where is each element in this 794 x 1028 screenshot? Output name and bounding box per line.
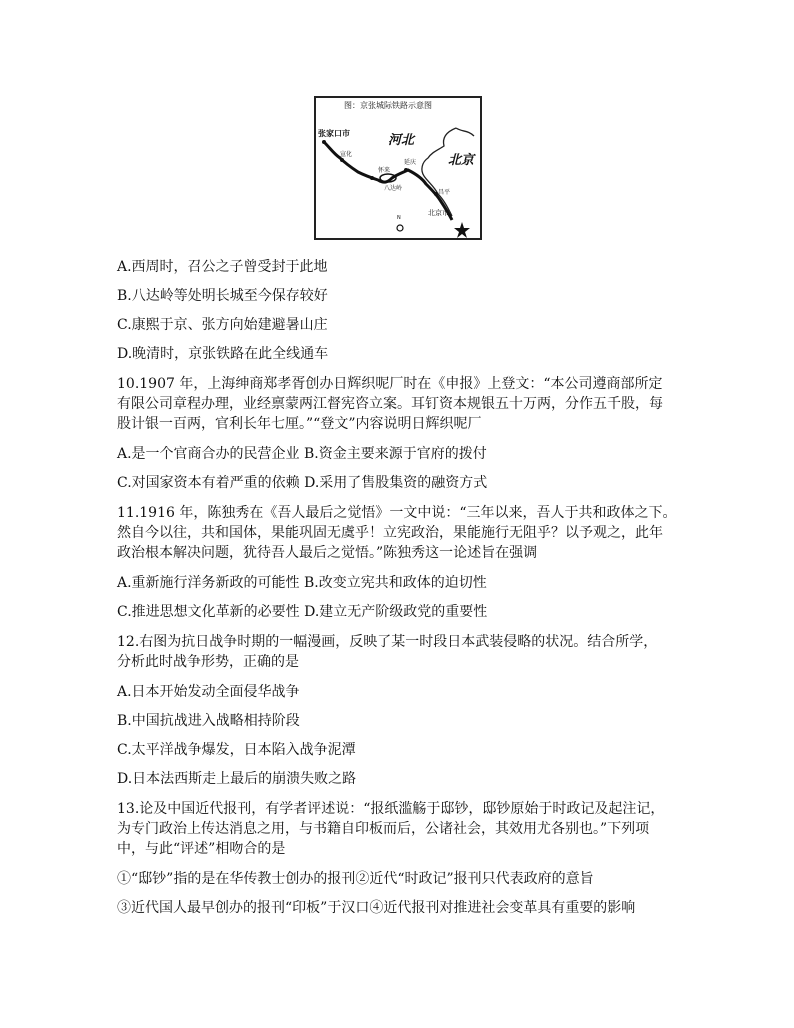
q9-option-a: A.西周时，召公之子曾受封于此地 <box>117 259 328 275</box>
q11-stem-line-1: 11.1916 年，陈独秀在《吾人最后之觉悟》一文中说：“三年以来，吾人于共和政体之下。 <box>117 505 677 521</box>
q12-option-b: B.中国抗战进入战略相持阶段 <box>117 713 300 729</box>
station-xuanhua <box>340 158 344 162</box>
q11-stem-line-2: 然自今以往，共和国体，果能巩固无虞乎！立宪政治，果能施行无阻乎？以予观之，此年 <box>117 525 663 541</box>
station-yanqing <box>404 168 408 172</box>
q11-stem-line-3: 政治根本解决问题，犹待吾人最后之觉悟。”陈独秀这一论述旨在强调 <box>117 545 538 561</box>
q13-stem-line-2: 为专门政治上传达消息之用，与书籍自印板而后，公诸社会，其效用尤各别也。”下列项 <box>117 821 650 837</box>
q10-stem-line-3: 股计银一百两，官利长年七厘。”“登文”内容说明日辉织呢厂 <box>117 416 482 432</box>
q12-option-c: C.太平洋战争爆发，日本陷入战争泥潭 <box>117 742 356 758</box>
label-badaling: 八达岭 <box>384 185 403 192</box>
beijing-border-north <box>456 128 474 136</box>
q10-options-ab: A.是一个官商合办的民营企业 B.资金主要来源于官府的拨付 <box>117 446 487 462</box>
beijing-border <box>422 128 456 216</box>
q9-option-c: C.康熙于京、张方向始建避暑山庄 <box>117 317 328 333</box>
label-beijing: 北京 <box>448 153 475 168</box>
station-huailai <box>370 176 374 180</box>
railway-map <box>314 96 482 240</box>
station-zhangjiakou <box>322 140 326 144</box>
label-north: N <box>397 215 401 221</box>
q10-stem-line-2: 有限公司章程办理，业经禀蒙两江督宪咨立案。耳钉资本规银五十万两，分作五千股，每 <box>117 396 663 412</box>
q12-stem-line-1: 12.右图为抗日战争时期的一幅漫画，反映了某一时段日本武装侵略的状况。结合所学， <box>117 634 658 650</box>
label-xuanhua: 宣化 <box>340 151 353 158</box>
q11-options-ab: A.重新施行洋务新政的可能性 B.改变立宪共和政体的迫切性 <box>117 575 487 591</box>
north-arrow-icon <box>397 225 403 231</box>
q13-statements-3-4: ③近代国人最早创办的报刊“印板”于汉口④近代报刊对推进社会变革具有重要的影响 <box>117 900 636 916</box>
label-huailai: 怀来 <box>378 167 391 174</box>
label-yanqing: 延庆 <box>404 159 417 166</box>
label-beijing-city: 北京市 <box>428 209 449 217</box>
q13-stem-line-3: 中，与此“评述”相吻合的是 <box>117 841 286 857</box>
capital-star-icon <box>454 222 470 238</box>
q10-options-cd: C.对国家资本有着严重的依赖 D.采用了售股集资的融资方式 <box>117 475 488 491</box>
q13-stem-line-1: 13.论及中国近代报刊，有学者评述说：“报纸滥觞于邸钞，邸钞原始于时政记及起注记， <box>117 801 665 817</box>
q12-stem-line-2: 分析此时战争形势，正确的是 <box>117 654 299 670</box>
label-changping: 昌平 <box>438 189 451 196</box>
map-title: 图：京张城际铁路示意图 <box>344 101 432 110</box>
q9-option-d: D.晚清时，京张铁路在此全线通车 <box>117 346 329 362</box>
q12-option-a: A.日本开始发动全面侵华战争 <box>117 684 300 700</box>
label-hebei: 河北 <box>388 133 415 148</box>
q9-option-b: B.八达岭等处明长城至今保存较好 <box>117 288 328 304</box>
q11-options-cd: C.推进思想文化革新的必要性 D.建立无产阶级政党的重要性 <box>117 604 488 620</box>
q12-option-d: D.日本法西斯走上最后的崩溃失败之路 <box>117 771 357 787</box>
q13-statements-1-2: ①“邸钞”指的是在华传教士创办的报刊②近代“时政记”报刊只代表政府的意旨 <box>117 871 594 887</box>
q10-stem-line-1: 10.1907 年，上海绅商郑孝胥创办日辉织呢厂时在《申报》上登文：“本公司遵商部所定 <box>117 376 663 392</box>
label-zhangjiakou: 张家口市 <box>318 129 350 138</box>
